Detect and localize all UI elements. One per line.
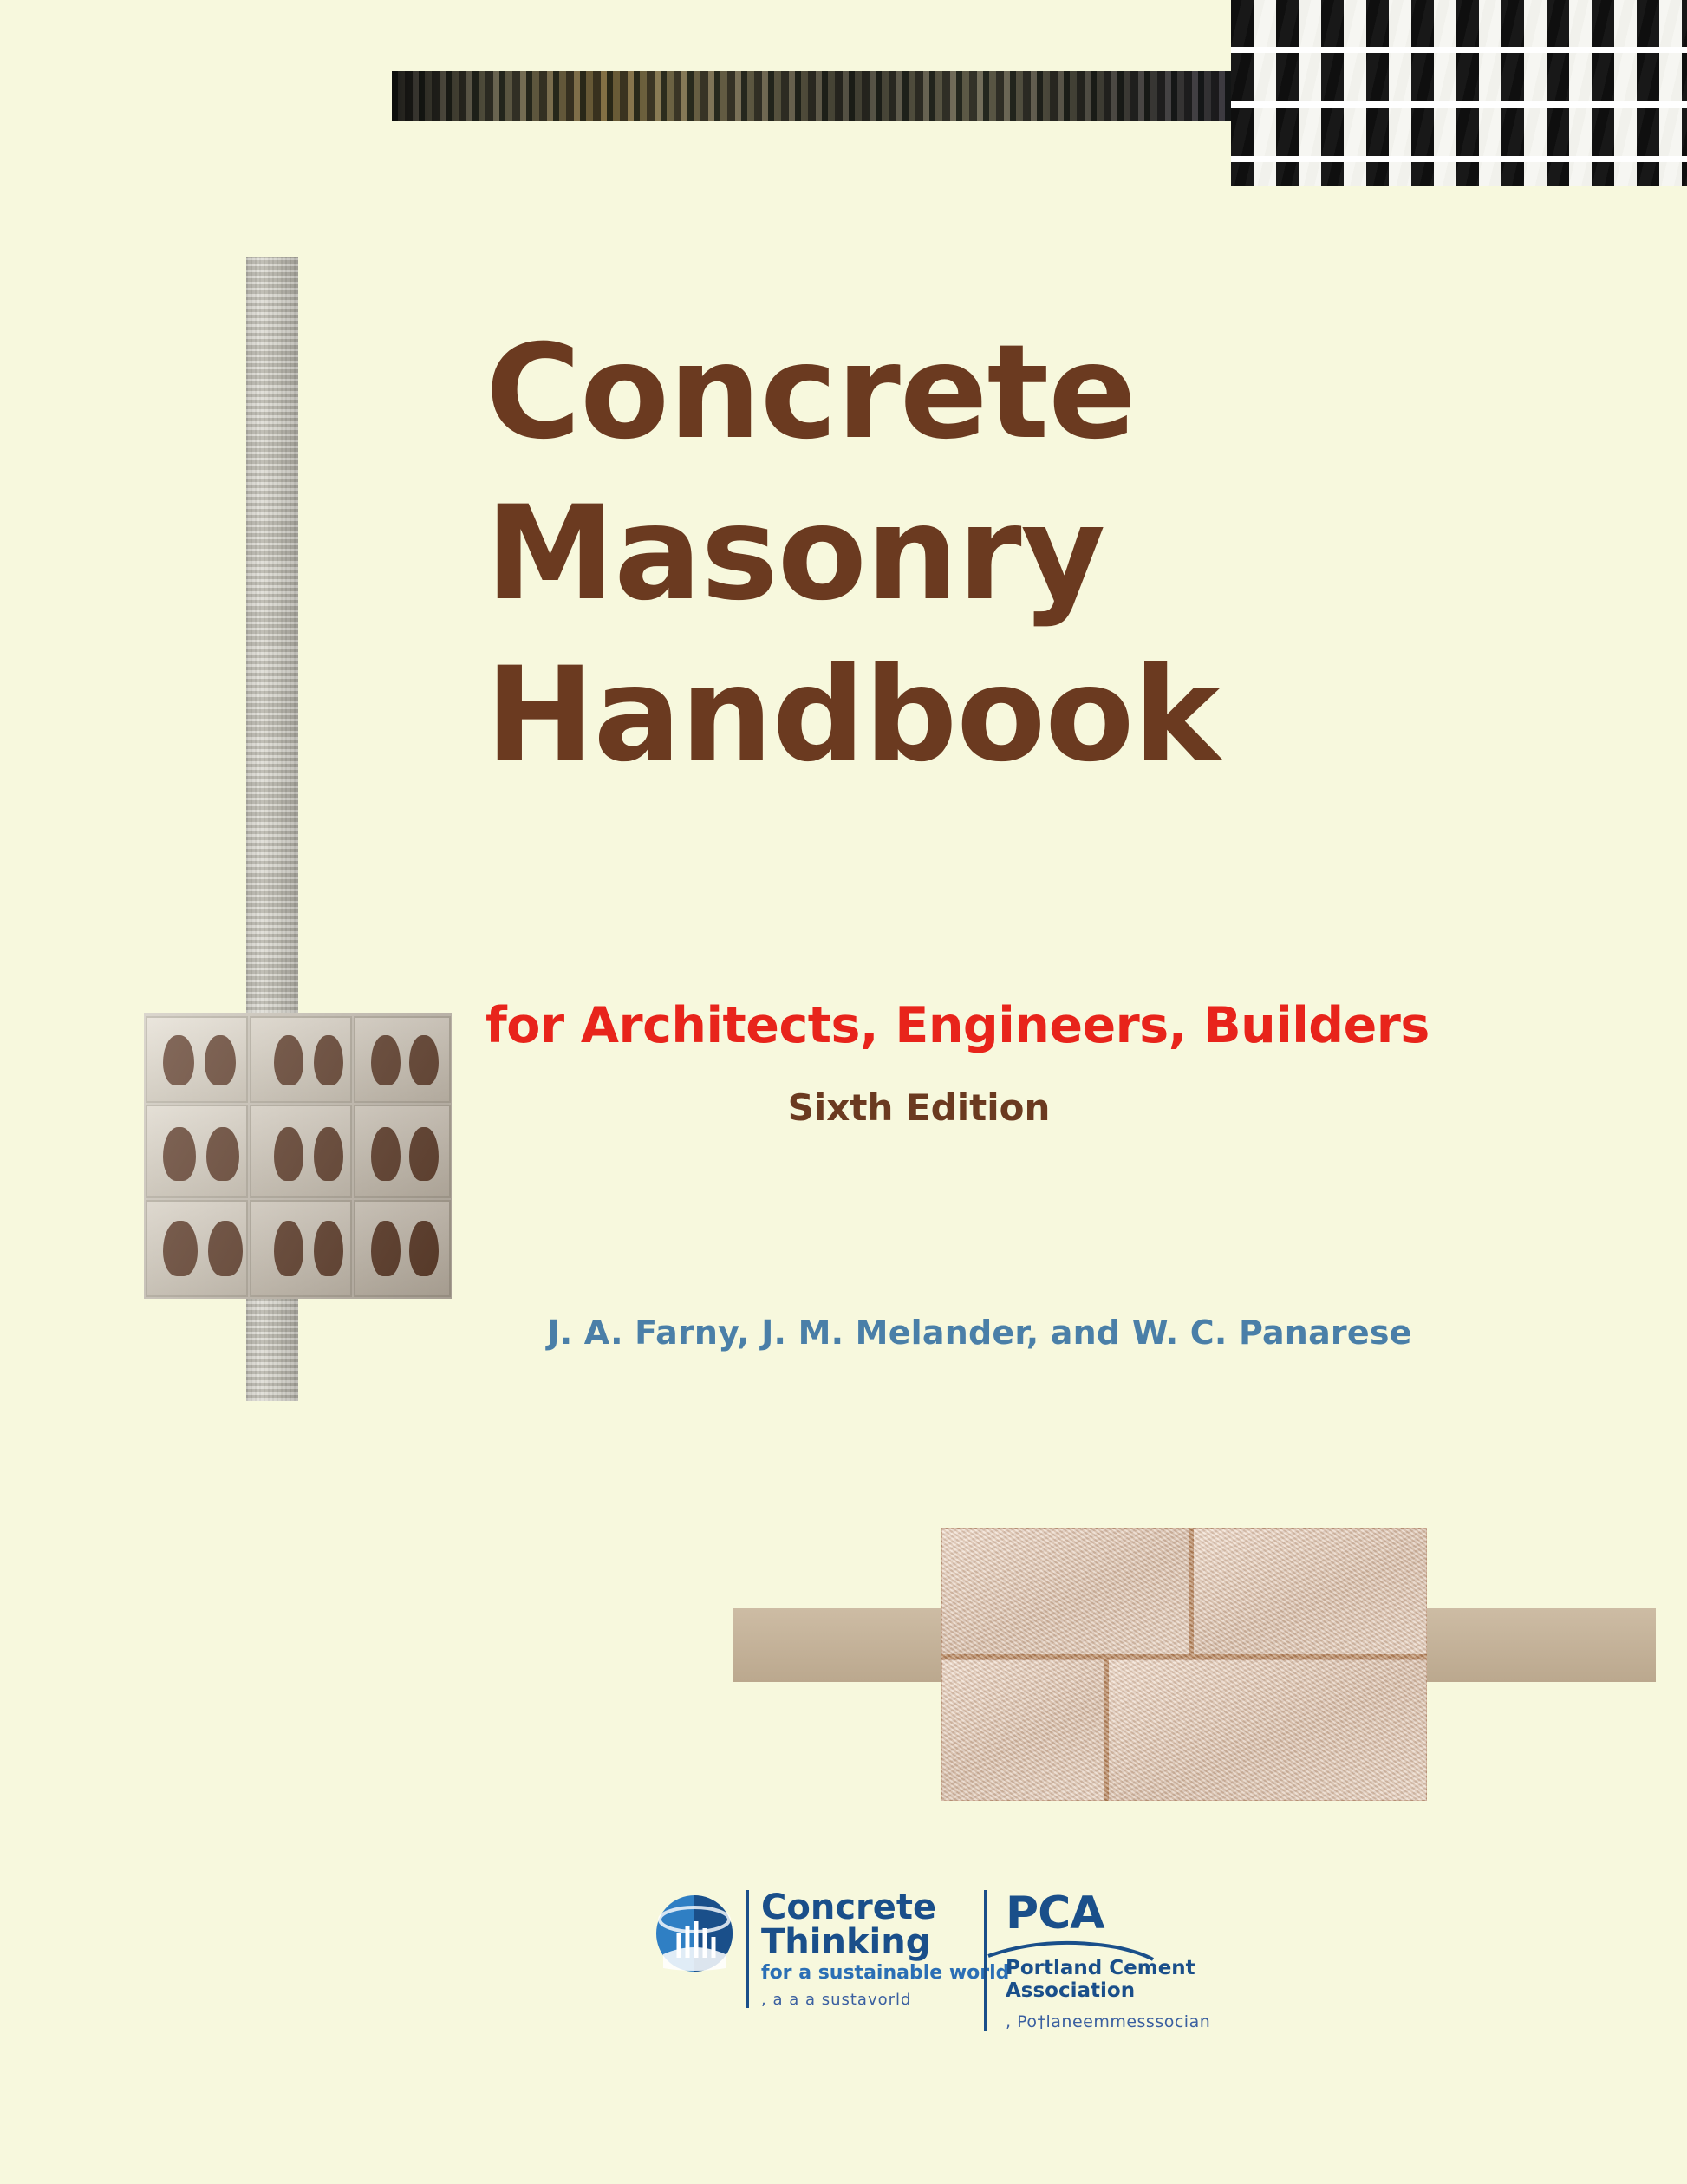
pca-sub-text: , Po†laneemmesssocian [1006,2011,1211,2031]
title-line-1: Concrete [485,317,1136,468]
pca-mark: PCA [1006,1887,1104,1940]
concrete-thinking-logo [655,1887,1010,2009]
book-title [485,312,1560,796]
top-photo-strip [392,71,1359,121]
concrete-thinking-tagline: for a sustainable world [761,1962,1010,1984]
split-face-block-photo [941,1528,1427,1801]
pca-logo [984,1887,1261,2031]
book-subtitle: for Architects, Engineers, Builders [485,997,1430,1054]
pca-swoosh-icon [987,1940,1156,1963]
title-line-2: Masonry [485,479,1105,629]
publisher-logos [655,1887,1261,2031]
authors-line: J. A. Farny, J. M. Melander, and W. C. Panarese [547,1314,1412,1352]
edition-label: Sixth Edition [787,1086,1051,1129]
lower-band-right [1422,1608,1656,1682]
top-checkerboard-photo [1231,0,1687,186]
concrete-thinking-line2: Thinking [761,1922,931,1962]
concrete-thinking-line1: Concrete [761,1887,937,1927]
concrete-thinking-url: , a a a sustavorld [761,1991,912,2009]
lower-band-left [733,1608,949,1682]
pca-full-name: Portland Cement Association [1006,1956,1195,2002]
concrete-block-wall-photo [144,1013,452,1299]
globe-icon [655,1894,734,1973]
title-line-3: Handbook [485,640,1220,791]
